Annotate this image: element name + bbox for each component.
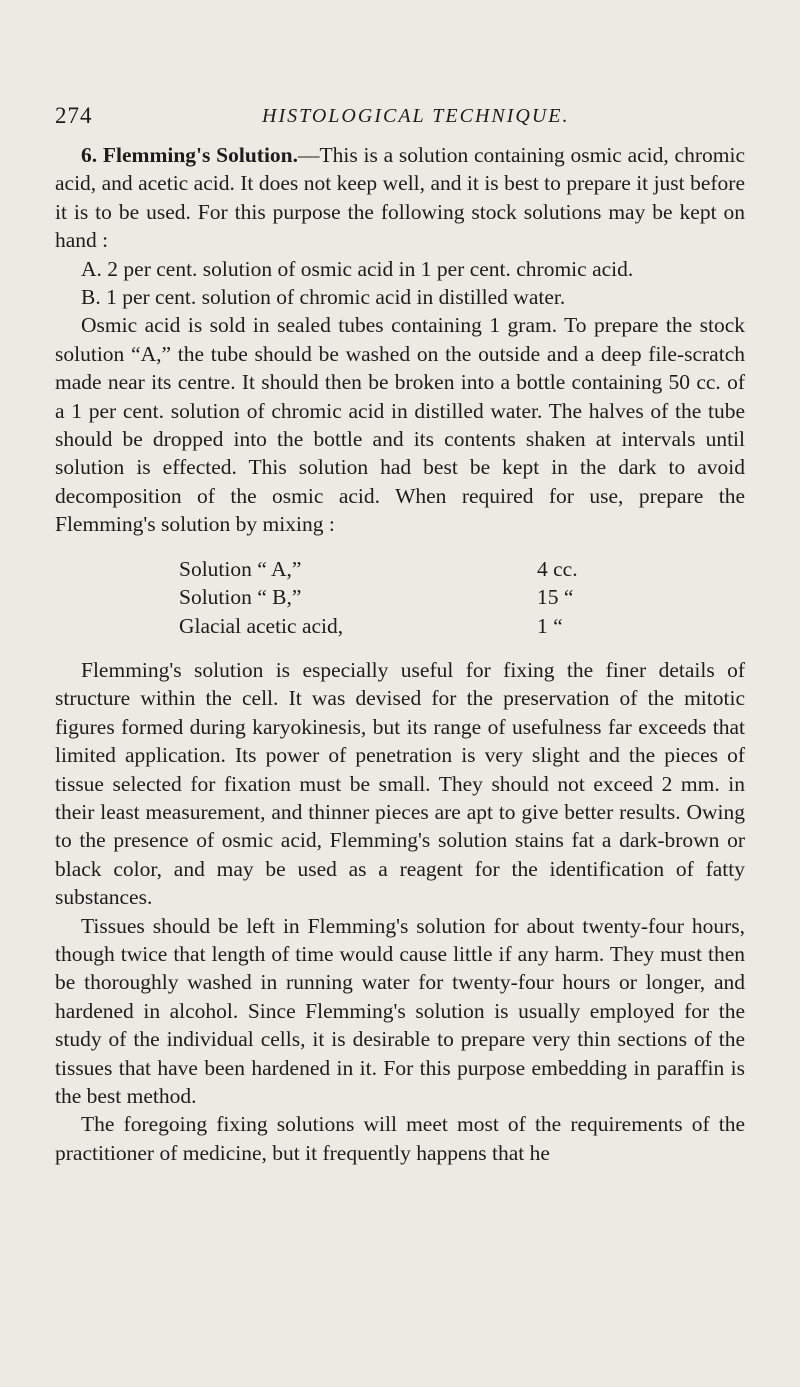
mixture-quantity: 1 “ bbox=[537, 613, 563, 638]
page-body bbox=[55, 141, 745, 1167]
page-header bbox=[55, 103, 745, 133]
duration-paragraph: Tissues should be left in Flemming's solution for about twenty-four hours, though twice that length of time would cause little if any harm. They must then be thoroughly washed in running water for twenty-four hours or longer, and hardened in alcohol. Since Flemming's solution is usually employed for the study of the individual cells, it is desirable to prepare very thin sections of the tissues that have been hardened in it. For this purpose embedding in paraffin is the best method. bbox=[55, 913, 745, 1108]
section-intro bbox=[55, 141, 745, 255]
stock-solution-b: B. 1 per cent. solution of chromic acid in distilled water. bbox=[81, 285, 566, 310]
mixture-quantity: 4 cc. bbox=[537, 556, 578, 581]
mixture-ingredient: Glacial acetic acid, bbox=[179, 613, 344, 638]
section-title: 6. Flemming's Solution. bbox=[81, 143, 298, 167]
mixture-ingredient: Solution “ A,” bbox=[179, 556, 302, 581]
foregoing-paragraph: The foregoing fixing solutions will meet most of the requirements of the practitioner of medicine, but it frequently happens that he bbox=[55, 1112, 745, 1165]
mixture-quantity: 15 “ bbox=[537, 585, 574, 610]
mixture-row bbox=[179, 583, 637, 611]
usefulness-paragraph: Flemming's solution is especially useful for fixing the finer details of structure within the cell. It was devised for the preservation of the mitotic figures formed during karyokinesis, but its range of usefulness far exceeds that limited application. Its power of penetration is very slight and the pieces of tissue selected for fixation must be small. They should not exceed 2 mm. in their least measurement, and thinner pieces are apt to give better results. Owing to the presence of osmic acid, Flemming's solution stains fat a dark-brown or black color, and may be used as a reagent for the identification of fatty substances. bbox=[55, 657, 745, 910]
mixture-table bbox=[179, 555, 637, 640]
mixture-row bbox=[179, 555, 637, 583]
mixture-row bbox=[179, 612, 637, 640]
stock-solution-a: A. 2 per cent. solution of osmic acid in 1 per cent. chromic acid. bbox=[81, 256, 634, 281]
page-number: 274 bbox=[55, 103, 93, 128]
mixture-ingredient: Solution “ B,” bbox=[179, 585, 302, 610]
section-intro-text: —This is a solution containing osmic acid, chromic acid, and acetic acid. It does not keep well, and it is best to prepare it just before it is to be used. For this purpose the following stock solutions may be kept on hand : bbox=[55, 143, 745, 253]
running-title: HISTOLOGICAL TECHNIQUE. bbox=[262, 105, 570, 127]
osmic-acid-paragraph: Osmic acid is sold in sealed tubes containing 1 gram. To prepare the stock solution “A,” the tube should be washed on the outside and a deep file-scratch made near its centre. It should then be broken into a bottle containing 50 cc. of a 1 per cent. solution of chromic acid in distilled water. The halves of the tube should be dropped into the bottle and its contents shaken at intervals until solution is effected. This solution had best be kept in the dark to avoid decomposition of the osmic acid. When required for use, prepare the Flemming's solution by mixing : bbox=[55, 313, 745, 537]
